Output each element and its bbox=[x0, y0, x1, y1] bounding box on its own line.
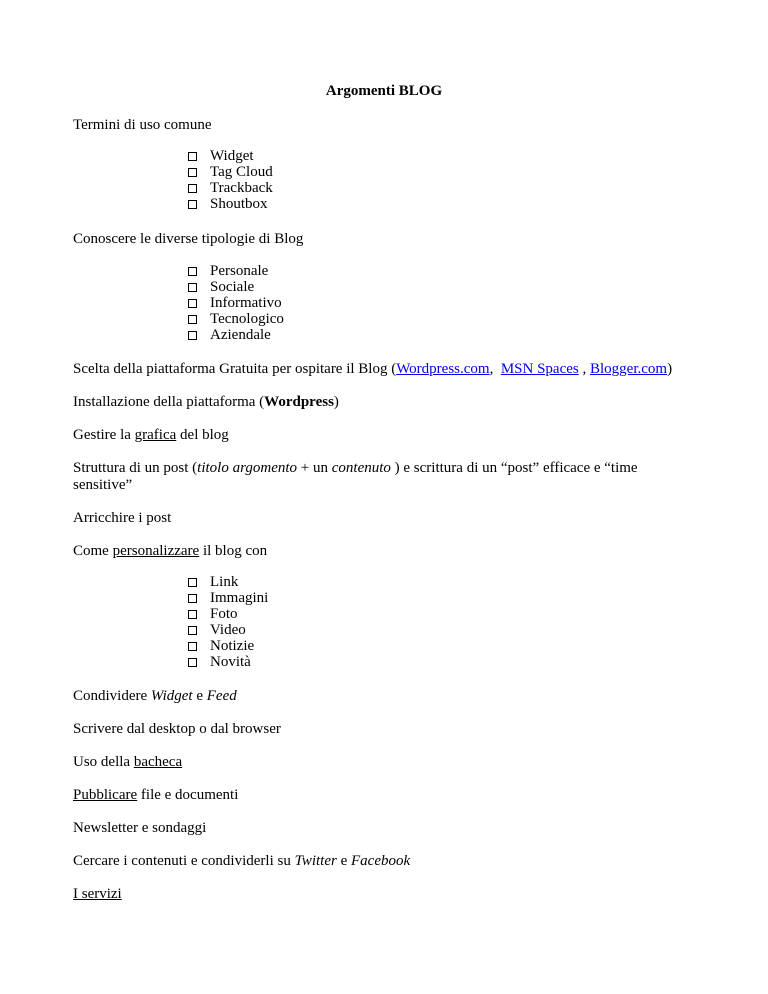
types-heading: Conoscere le diverse tipologie di Blog bbox=[73, 231, 304, 247]
msn-spaces-link[interactable]: MSN Spaces bbox=[500, 361, 579, 377]
checkbox-icon bbox=[188, 594, 197, 603]
list-item: Foto bbox=[188, 606, 268, 622]
checkbox-icon bbox=[188, 610, 197, 619]
services-paragraph: I servizi bbox=[73, 886, 122, 902]
enrich-paragraph: Arricchire i post bbox=[73, 510, 172, 526]
dashboard-paragraph: Uso della bacheca bbox=[73, 754, 183, 770]
checkbox-icon bbox=[188, 331, 197, 340]
blogger-link[interactable]: Blogger.com bbox=[590, 361, 668, 377]
list-item: Novità bbox=[188, 654, 268, 670]
share-paragraph: Condividere Widget e Feed bbox=[73, 688, 237, 704]
checkbox-icon bbox=[188, 168, 197, 177]
list-item: Link bbox=[188, 574, 268, 590]
checkbox-icon bbox=[188, 315, 197, 324]
list-item: Tag Cloud bbox=[188, 164, 273, 180]
list-item: Sociale bbox=[188, 279, 284, 295]
list-item: Shoutbox bbox=[188, 196, 273, 212]
write-paragraph: Scrivere dal desktop o dal browser bbox=[73, 721, 281, 737]
list-item: Personale bbox=[188, 263, 284, 279]
customize-heading: Come personalizzare il blog con bbox=[73, 543, 268, 559]
newsletter-paragraph: Newsletter e sondaggi bbox=[73, 820, 207, 836]
graphics-paragraph: Gestire la grafica del blog bbox=[73, 427, 229, 443]
customize-list bbox=[188, 574, 268, 670]
checkbox-icon bbox=[188, 152, 197, 161]
document-title: Argomenti BLOG bbox=[325, 83, 443, 99]
publish-paragraph: Pubblicare file e documenti bbox=[73, 787, 239, 803]
platform-paragraph: Scelta della piattaforma Gratuita per ospitare il Blog (Wordpress.com, MSN Spaces , Blogger.com) bbox=[73, 361, 673, 377]
terms-list bbox=[188, 148, 273, 212]
checkbox-icon bbox=[188, 658, 197, 667]
install-paragraph: Installazione della piattaforma (Wordpress) bbox=[73, 394, 339, 410]
list-item: Aziendale bbox=[188, 327, 284, 343]
list-item: Immagini bbox=[188, 590, 268, 606]
list-item: Widget bbox=[188, 148, 273, 164]
post-structure-paragraph: Struttura di un post (titolo argomento + un contenuto ) e scrittura di un “post” efficace e “time sensitive” bbox=[73, 460, 638, 493]
checkbox-icon bbox=[188, 283, 197, 292]
checkbox-icon bbox=[188, 267, 197, 276]
checkbox-icon bbox=[188, 184, 197, 193]
wordpress-link[interactable]: Wordpress.com bbox=[396, 361, 490, 377]
search-share-paragraph: Cercare i contenuti e condividerli su Twitter e Facebook bbox=[73, 853, 411, 869]
checkbox-icon bbox=[188, 642, 197, 651]
checkbox-icon bbox=[188, 578, 197, 587]
list-item: Trackback bbox=[188, 180, 273, 196]
terms-heading: Termini di uso comune bbox=[73, 117, 212, 133]
list-item: Tecnologico bbox=[188, 311, 284, 327]
list-item: Informativo bbox=[188, 295, 284, 311]
types-list bbox=[188, 263, 284, 343]
list-item: Video bbox=[188, 622, 268, 638]
checkbox-icon bbox=[188, 626, 197, 635]
checkbox-icon bbox=[188, 200, 197, 209]
checkbox-icon bbox=[188, 299, 197, 308]
list-item: Notizie bbox=[188, 638, 268, 654]
